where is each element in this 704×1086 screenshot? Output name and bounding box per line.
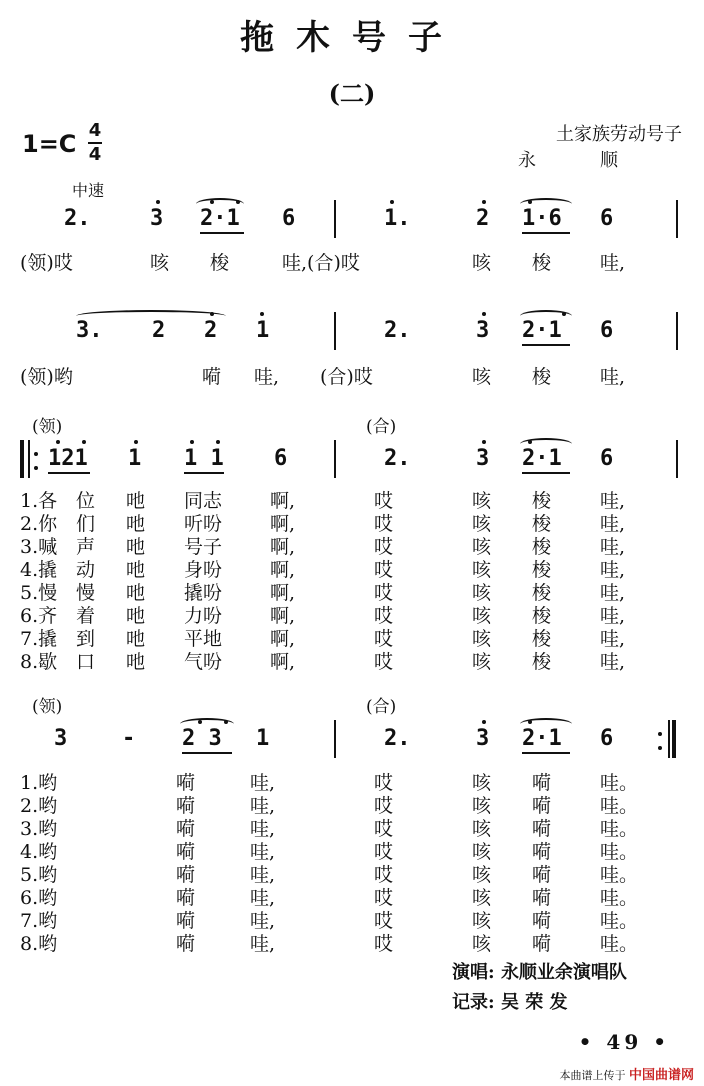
footer-watermark [559,1064,694,1083]
lyric: (合)哎 [320,366,373,388]
time-signature [88,122,102,164]
note: 6 [282,206,296,231]
system-1-lyrics [20,248,684,272]
verse-line: 3.喊 声 吔 号子 啊, 哎 咳 梭 哇, [20,536,626,558]
lyric: 梭 [210,252,230,274]
note: 2·1 [522,446,562,471]
verse-line: 2.哟 嗬 哇, 哎 咳 嗬 哇。 [20,795,639,817]
verse-line: 5.慢 慢 吔 撬吩 啊, 哎 咳 梭 哇, [20,582,626,604]
note: 2·1 [522,726,562,751]
verse-line: 8.歇 口 吔 气吩 啊, 哎 咳 梭 哇, [20,651,626,673]
note: 3 [476,318,490,343]
verse-line: 6.齐 着 吔 力吩 啊, 哎 咳 梭 哇, [20,605,626,627]
note: 2 [204,318,218,343]
note: 3 [476,446,490,471]
note: 3 [476,726,490,751]
note: 2. [64,206,91,231]
note: 6 [274,446,288,471]
source-region: 永顺 [518,150,682,171]
footer-site: 中国曲谱网 [628,1068,694,1083]
lyric: 哇, [600,366,626,388]
page-number: • 49 • [578,1030,670,1054]
lyric: 梭 [532,252,552,274]
song-subtitle: (二) [328,79,376,108]
note: 3. [76,318,103,343]
note: 6 [600,206,614,231]
tempo-marking: 中速 [72,181,105,200]
note: - [122,726,136,751]
role-chorus: (合) [366,417,397,437]
note: 2·1 [522,318,562,343]
note: 2 3 [182,726,222,751]
time-bottom: 4 [88,144,102,165]
note: 3 [150,206,164,231]
singer-name: 永顺业余演唱队 [500,962,627,983]
note: 2. [384,446,411,471]
verse-line: 1.哟 嗬 哇, 哎 咳 嗬 哇。 [20,772,639,794]
singer-label: 演唱: [452,962,495,983]
lyric: 咳 [472,252,492,274]
lyric: (领)哎 [20,252,73,274]
role-chorus: (合) [366,697,397,717]
time-top: 4 [88,120,102,141]
song-title: 拖木号子 [240,18,464,58]
note: 2·1 [200,206,240,231]
source-genre: 土家族劳动号子 [556,124,682,145]
lyric: 咳 [150,252,170,274]
note: 6 [600,446,614,471]
lyric: 咳 [472,366,492,388]
lyric: 梭 [532,366,552,388]
verse-line: 2.你 们 吔 听吩 啊, 哎 咳 梭 哇, [20,513,626,535]
note: 6 [600,726,614,751]
note: 1 1 [184,446,224,471]
note: 6 [600,318,614,343]
lyric: 哇,(合)哎 [282,252,360,274]
note: 2. [384,726,411,751]
note: 1 [256,726,270,751]
verse-line: 4.哟 嗬 哇, 哎 咳 嗬 哇。 [20,841,639,863]
verse-line: 6.哟 嗬 哇, 哎 咳 嗬 哇。 [20,887,639,909]
verse-line: 8.哟 嗬 哇, 哎 咳 嗬 哇。 [20,933,639,955]
note: 1. [384,206,411,231]
system-1-notes [20,198,684,238]
note: 2 [476,206,490,231]
note: 2. [384,318,411,343]
note: 1·6 [522,206,562,231]
lyric: 哇, [254,366,280,388]
note: 2 [152,318,166,343]
verse-line: 7.哟 嗬 哇, 哎 咳 嗬 哇。 [20,910,639,932]
recorder-name: 吴 荣 发 [500,992,568,1013]
lyric: 哇, [600,252,626,274]
lyric: 嗬 [202,366,222,388]
verse-line: 7.撬 到 吔 平地 啊, 哎 咳 梭 哇, [20,628,626,650]
note: 1 [256,318,270,343]
lyric: (领)哟 [20,366,73,388]
system-4-notes [20,718,684,758]
role-lead: (领) [32,417,63,437]
system-3-notes [20,438,684,478]
source-info [518,120,682,172]
system-2-lyrics [20,362,684,386]
system-2-notes [20,310,684,350]
note: 3 [54,726,68,751]
key-signature: 1=C [22,130,77,158]
singer-credit [452,958,627,984]
note: 1 [128,446,142,471]
role-lead: (领) [32,697,63,717]
verse-line: 1.各 位 吔 同志 啊, 哎 咳 梭 哇, [20,490,626,512]
footer-text: 本曲谱上传于 [559,1069,626,1082]
recorder-label: 记录: [452,992,495,1013]
verse-line: 3.哟 嗬 哇, 哎 咳 嗬 哇。 [20,818,639,840]
verse-line: 5.哟 嗬 哇, 哎 咳 嗬 哇。 [20,864,639,886]
note: 121 [48,446,88,471]
recorder-credit [452,988,567,1014]
verse-line: 4.撬 动 吔 身吩 啊, 哎 咳 梭 哇, [20,559,626,581]
